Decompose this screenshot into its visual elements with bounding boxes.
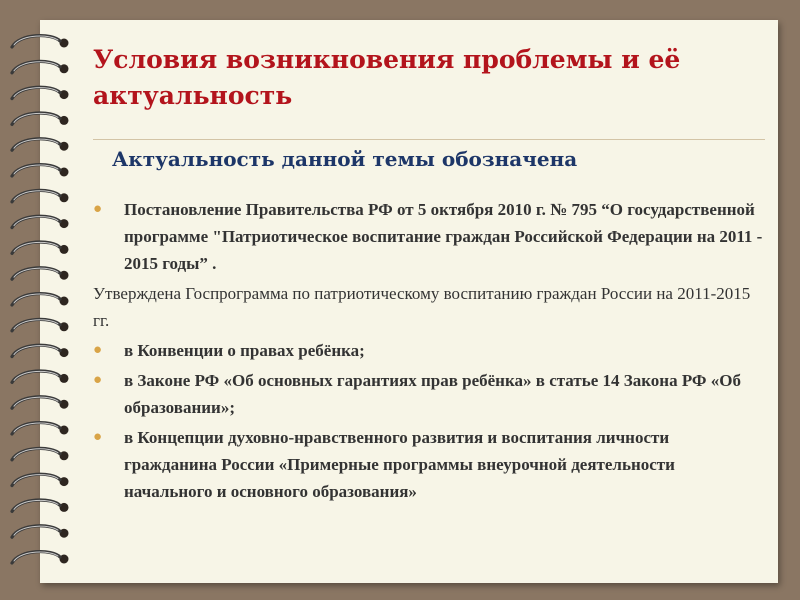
binding-ring xyxy=(12,423,69,435)
list-item xyxy=(93,337,765,364)
binding-ring xyxy=(12,36,69,48)
list-item-text: в Законе РФ «Об основных гарантиях прав ребёнка» в статье 14 Закона РФ «Об образовании»; xyxy=(124,371,742,417)
list-item-text: в Конвенции о правах ребёнка; xyxy=(124,341,365,360)
binding-ring xyxy=(12,526,69,538)
slide-title: Условия возникновения проблемы и её актуальность xyxy=(93,45,681,110)
list-item-text: Постановление Правительства РФ от 5 октября 2010 г. № 795 “О государственной программе "Патриотическое воспитание граждан Российской Федерации на 2011 - 2015 годы” . xyxy=(124,200,763,273)
binding-ring xyxy=(12,319,69,331)
bullet-icon: ● xyxy=(93,201,103,217)
binding-ring xyxy=(12,294,69,306)
body-paragraph: Утверждена Госпрограмма по патриотическому воспитанию граждан России на 2011-2015 гг. xyxy=(93,284,751,330)
bullet-icon: ● xyxy=(93,342,103,358)
binding-ring xyxy=(12,345,69,357)
slide-subtitle: Актуальность данной темы обозначена xyxy=(112,147,578,171)
binding-ring xyxy=(12,190,69,202)
binding-ring xyxy=(12,61,69,73)
list-item xyxy=(93,424,765,505)
spiral-binding xyxy=(0,0,80,600)
title-divider xyxy=(93,139,765,140)
binding-ring xyxy=(12,165,69,177)
list-item xyxy=(93,367,765,421)
binding-ring xyxy=(12,552,69,564)
list-item-text: в Концепции духовно-нравственного развития и воспитания личности гражданина России «Примерные программы внеурочной деятельности начального и основного образования» xyxy=(124,428,675,501)
slide-content xyxy=(93,196,765,508)
binding-ring xyxy=(12,397,69,409)
binding-ring xyxy=(12,216,69,228)
binding-ring xyxy=(12,113,69,125)
binding-ring xyxy=(12,242,69,254)
bullet-icon: ● xyxy=(93,429,103,445)
binding-ring xyxy=(12,87,69,99)
binding-ring xyxy=(12,500,69,512)
binding-ring xyxy=(12,371,69,383)
bullet-icon: ● xyxy=(93,372,103,388)
list-item xyxy=(93,196,765,277)
binding-ring xyxy=(12,448,69,460)
binding-ring xyxy=(12,474,69,486)
binding-ring xyxy=(12,139,69,151)
binding-ring xyxy=(12,268,69,280)
